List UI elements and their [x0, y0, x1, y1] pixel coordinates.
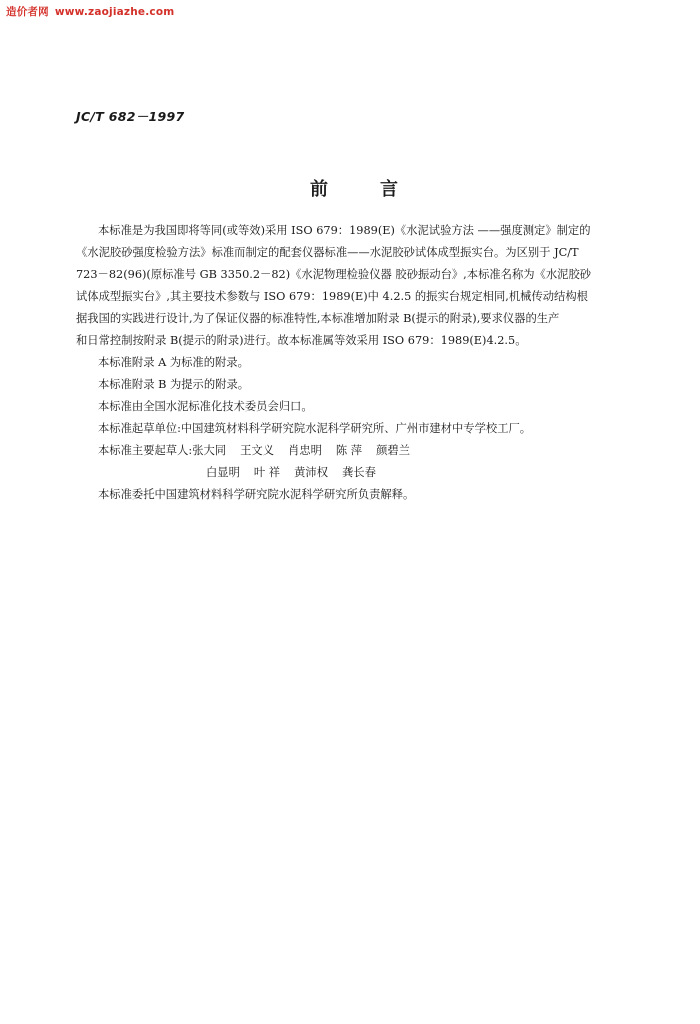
- drafter-name: 肖忠明: [288, 444, 322, 457]
- paragraph-line: 试体成型振实台》,其主要技术参数与 ISO 679：1989(E)中 4.2.5 的振实台规定相同,机械传动结构根: [76, 290, 588, 303]
- drafting-unit-note: 本标准起草单位:中国建筑材料科学研究院水泥科学研究所、广州市建材中专学校工厂。: [98, 422, 532, 435]
- page-title: 前言: [310, 179, 450, 200]
- drafter-name: 叶 祥: [253, 466, 281, 479]
- standard-code: JC/T 682－1997: [76, 109, 185, 124]
- appendix-a-note: 本标准附录 A 为标准的附录。: [98, 356, 249, 369]
- drafter-name: 王文义: [240, 444, 274, 457]
- drafters-row-2: [76, 462, 636, 484]
- drafters-label: 本标准主要起草人:: [98, 444, 193, 457]
- paragraph-line: 本标准是为我国即将等同(或等效)采用 ISO 679：1989(E)《水泥试验方法 ——强度测定》制定的: [98, 224, 591, 237]
- appendix-b-note: 本标准附录 B 为提示的附录。: [98, 378, 250, 391]
- watermark-site-name: 造价者网: [6, 6, 49, 18]
- foreword-body: [76, 220, 636, 506]
- watermark-site-url: www.zaojiazhe.com: [54, 6, 175, 18]
- drafter-name: 白显明: [206, 466, 240, 479]
- drafter-name: 陈 萍: [335, 444, 363, 457]
- proposer-note: 本标准由全国水泥标准化技术委员会归口。: [98, 400, 313, 413]
- site-watermark[interactable]: [6, 4, 174, 19]
- paragraph-line: 723－82(96)(原标准号 GB 3350.2－82)《水泥物理检验仪器 胶砂振动台》,本标准名称为《水泥胶砂: [76, 268, 592, 281]
- drafters-row-1: [76, 440, 636, 462]
- drafter-name: 黄沛权: [294, 466, 328, 479]
- interpretation-note: 本标准委托中国建筑材料科学研究院水泥科学研究所负责解释。: [98, 488, 415, 501]
- drafter-name: 颜碧兰: [376, 444, 410, 457]
- drafter-name: 张大同: [192, 444, 227, 457]
- paragraph-line: 和日常控制按附录 B(提示的附录)进行。故本标准属等效采用 ISO 679：1989(E)4.2.5。: [76, 334, 527, 347]
- drafter-name: 龚长春: [342, 466, 376, 479]
- paragraph-line: 《水泥胶砂强度检验方法》标准而制定的配套仪器标准——水泥胶砂试体成型振实台。为区别于 JC/T: [76, 246, 579, 259]
- paragraph-line: 据我国的实践进行设计,为了保证仪器的标准特性,本标准增加附录 B(提示的附录),要求仪器的生产: [76, 312, 560, 325]
